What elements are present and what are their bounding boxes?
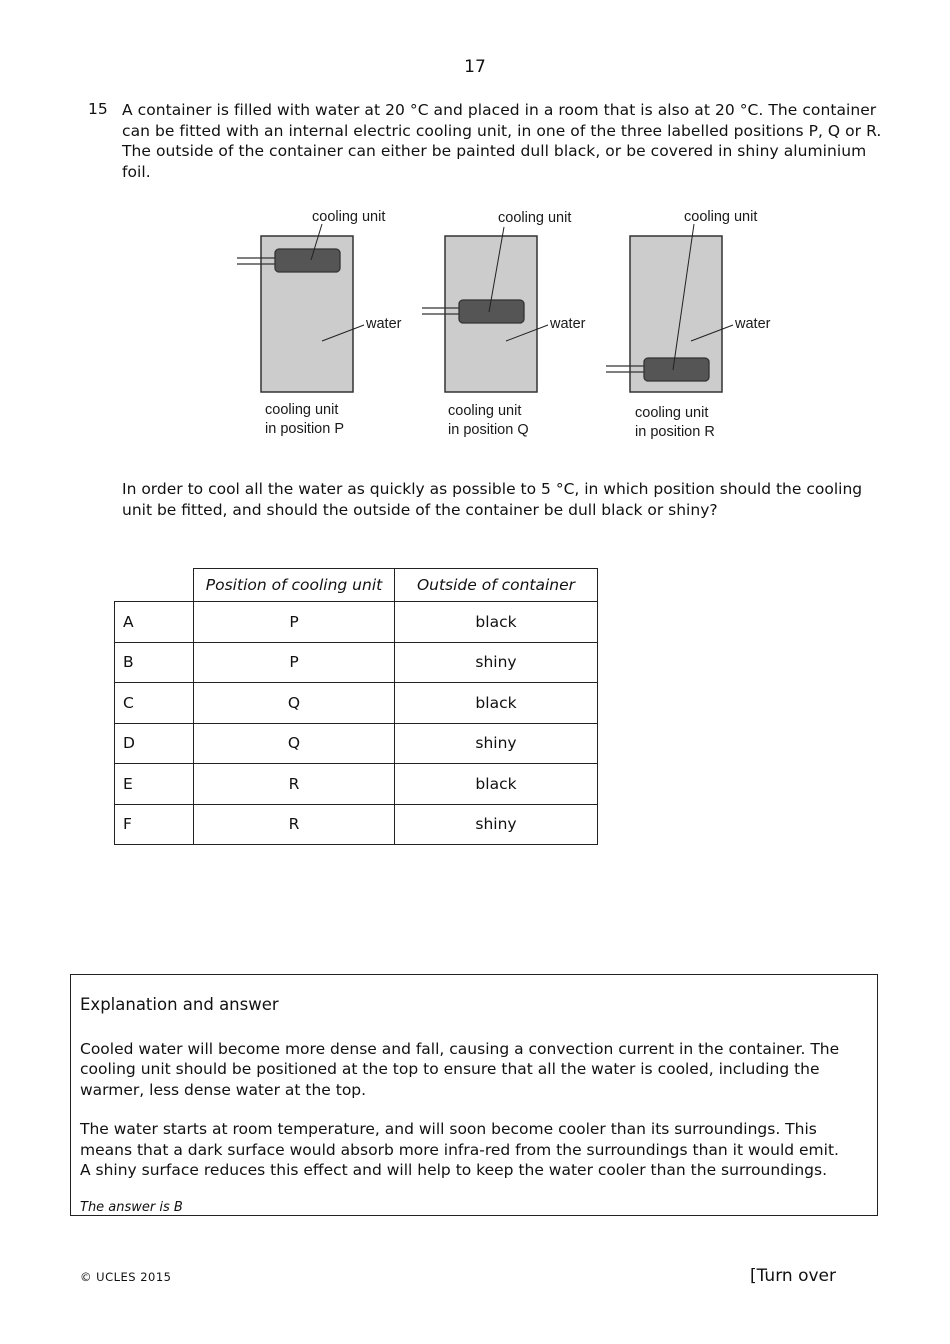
header-blank-cell [115, 569, 194, 602]
option-letter: D [115, 723, 194, 764]
question-intro: A container is filled with water at 20 °C and placed in a room that is also at 20 °C. The container can be fitted with an internal electric cooling unit, in one of the three labelled positions P, Q or R. The outside of the container can either be painted dull black, or be covered in shiny aluminium foil. [122, 101, 882, 181]
option-position: Q [194, 723, 395, 764]
table-row [115, 642, 598, 683]
water-label-r: water [735, 316, 771, 332]
option-position: P [194, 602, 395, 643]
option-letter: F [115, 804, 194, 845]
water-label-p: water [366, 316, 402, 332]
option-letter: A [115, 602, 194, 643]
option-outside: shiny [395, 723, 598, 764]
header-outside: Outside of container [395, 569, 598, 602]
option-position: Q [194, 683, 395, 724]
cooling-unit-q [459, 300, 524, 323]
option-letter: E [115, 764, 194, 805]
option-outside: shiny [395, 804, 598, 845]
table-row [115, 723, 598, 764]
turn-over-label: [Turn over [750, 1266, 836, 1286]
option-outside: black [395, 683, 598, 724]
explanation-paragraph-2-line-1: The water starts at room temperature, and will soon become cooler than its surroundings. This means that a dark surface would absorb more infra-red from the surroundings than it would emit. [80, 1120, 839, 1159]
table-row [115, 683, 598, 724]
options-table [114, 568, 598, 845]
explanation-paragraph-2 [80, 1119, 860, 1181]
option-position: P [194, 642, 395, 683]
option-position: R [194, 804, 395, 845]
question-number: 15 [88, 100, 108, 118]
table-row [115, 804, 598, 845]
option-position: R [194, 764, 395, 805]
explanation-box [70, 974, 878, 1216]
panel-position-p [237, 209, 402, 437]
water-label-q: water [550, 316, 586, 332]
page-number: 17 [464, 57, 486, 77]
table-row [115, 602, 598, 643]
caption-q-line2: in position Q [448, 422, 529, 438]
option-outside: black [395, 764, 598, 805]
option-outside: black [395, 602, 598, 643]
option-outside: shiny [395, 642, 598, 683]
cooling-unit-diagram [0, 195, 950, 445]
explanation-paragraph-1: Cooled water will become more dense and fall, causing a convection current in the container. The cooling unit should be positioned at the top to ensure that all the water is cooled, including the warmer, less dense water at the top. [80, 1039, 840, 1099]
panel-position-r [606, 209, 771, 440]
table-header-row [115, 569, 598, 602]
unit-label-q: cooling unit [498, 210, 572, 226]
answer-text: The answer is B [80, 1200, 183, 1215]
unit-label-r: cooling unit [684, 209, 758, 225]
header-position: Position of cooling unit [194, 569, 395, 602]
caption-r-line2: in position R [635, 424, 715, 440]
caption-r-line1: cooling unit [635, 405, 709, 421]
table-row [115, 764, 598, 805]
option-letter: C [115, 683, 194, 724]
question-prompt: In order to cool all the water as quickly as possible to 5 °C, in which position should the cooling unit be fitted, and should the outside of the container be dull black or shiny? [122, 480, 863, 519]
caption-q-line1: cooling unit [448, 403, 522, 419]
caption-p-line1: cooling unit [265, 402, 339, 418]
panel-position-q [422, 210, 586, 438]
unit-label-p: cooling unit [312, 209, 386, 225]
option-letter: B [115, 642, 194, 683]
caption-p-line2: in position P [265, 421, 344, 437]
explanation-paragraph-2-line-2: A shiny surface reduces this effect and will help to keep the water cooler than the surroundings. [80, 1161, 828, 1179]
copyright-notice: © UCLES 2015 [80, 1270, 172, 1284]
explanation-heading: Explanation and answer [80, 995, 279, 1014]
cooling-unit-r [644, 358, 709, 381]
cooling-unit-p [275, 249, 340, 272]
